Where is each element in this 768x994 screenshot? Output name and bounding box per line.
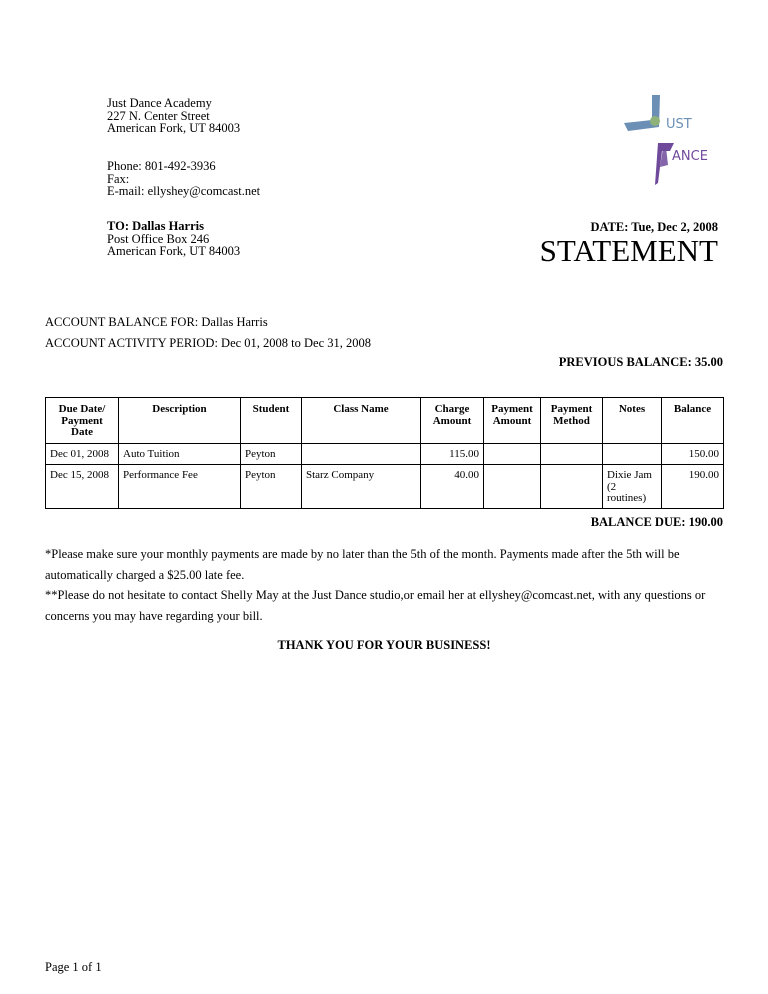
cell-payment-method: [541, 444, 603, 465]
cell-balance: 150.00: [662, 444, 724, 465]
cell-date: Dec 15, 2008: [46, 465, 119, 509]
cell-payment-amount: [484, 465, 541, 509]
recipient-line2: American Fork, UT 84003: [107, 244, 241, 259]
contact-note: **Please do not hesitate to contact Shelly May at the Just Dance studio,or email her at ellyshey@comcast.net, with any questions or concerns you may have regarding your bill.: [45, 588, 706, 623]
cell-class-name: [302, 444, 421, 465]
cell-payment-method: [541, 465, 603, 509]
header-payment-amount: Payment Amount: [484, 398, 541, 444]
late-fee-note: *Please make sure your monthly payments are made by no later than the 5th of the month. Payments made after the 5th will be automatically charged a $25.00 late fee.: [45, 547, 680, 582]
account-activity-period: ACCOUNT ACTIVITY PERIOD: Dec 01, 2008 to Dec 31, 2008: [45, 336, 372, 350]
table-header-row: [46, 398, 724, 444]
table-row: [46, 444, 724, 465]
company-phone: Phone: 801-492-3936: [107, 159, 216, 173]
header-class-name: Class Name: [302, 398, 421, 444]
recipient-name: TO: Dallas Harris: [107, 219, 204, 233]
header-due-date: Due Date/ Payment Date: [46, 398, 119, 444]
statement-notes: [45, 544, 725, 626]
page-number: Page 1 of 1: [45, 960, 102, 974]
header-balance: Balance: [662, 398, 724, 444]
account-balance-for: ACCOUNT BALANCE FOR: Dallas Harris: [45, 315, 268, 329]
header-payment-method: Payment Method: [541, 398, 603, 444]
company-name: Just Dance Academy: [107, 96, 212, 110]
company-city: American Fork, UT 84003: [107, 121, 241, 136]
statement-date: DATE: Tue, Dec 2, 2008: [590, 220, 718, 234]
company-address: [107, 97, 240, 135]
header-student: Student: [241, 398, 302, 444]
statement-table: [45, 397, 724, 509]
thank-you-message: THANK YOU FOR YOUR BUSINESS!: [277, 638, 491, 652]
balance-due: BALANCE DUE: 190.00: [590, 515, 723, 529]
cell-charge-amount: 115.00: [421, 444, 484, 465]
cell-notes: Dixie Jam (2 routines): [603, 465, 662, 509]
cell-student: Peyton: [241, 465, 302, 509]
cell-description: Auto Tuition: [119, 444, 241, 465]
header-description: Description: [119, 398, 241, 444]
previous-balance: PREVIOUS BALANCE: 35.00: [558, 355, 723, 369]
recipient-line1: Post Office Box 246: [107, 231, 210, 246]
cell-notes: [603, 444, 662, 465]
cell-description: Performance Fee: [119, 465, 241, 509]
statement-title: STATEMENT: [539, 233, 718, 268]
company-email: E-mail: ellyshey@comcast.net: [107, 184, 261, 199]
cell-date: Dec 01, 2008: [46, 444, 119, 465]
cell-balance: 190.00: [662, 465, 724, 509]
cell-student: Peyton: [241, 444, 302, 465]
cell-charge-amount: 40.00: [421, 465, 484, 509]
cell-class-name: Starz Company: [302, 465, 421, 509]
table-row: [46, 465, 724, 509]
company-contact: [107, 160, 260, 198]
company-fax: Fax:: [107, 171, 130, 186]
just-dance-logo: [622, 93, 720, 189]
svg-text:UST: UST: [666, 117, 692, 132]
recipient-block: [107, 220, 240, 258]
svg-text:ANCE: ANCE: [672, 149, 708, 164]
company-street: 227 N. Center Street: [107, 108, 210, 123]
header-notes: Notes: [603, 398, 662, 444]
cell-payment-amount: [484, 444, 541, 465]
header-charge-amount: Charge Amount: [421, 398, 484, 444]
